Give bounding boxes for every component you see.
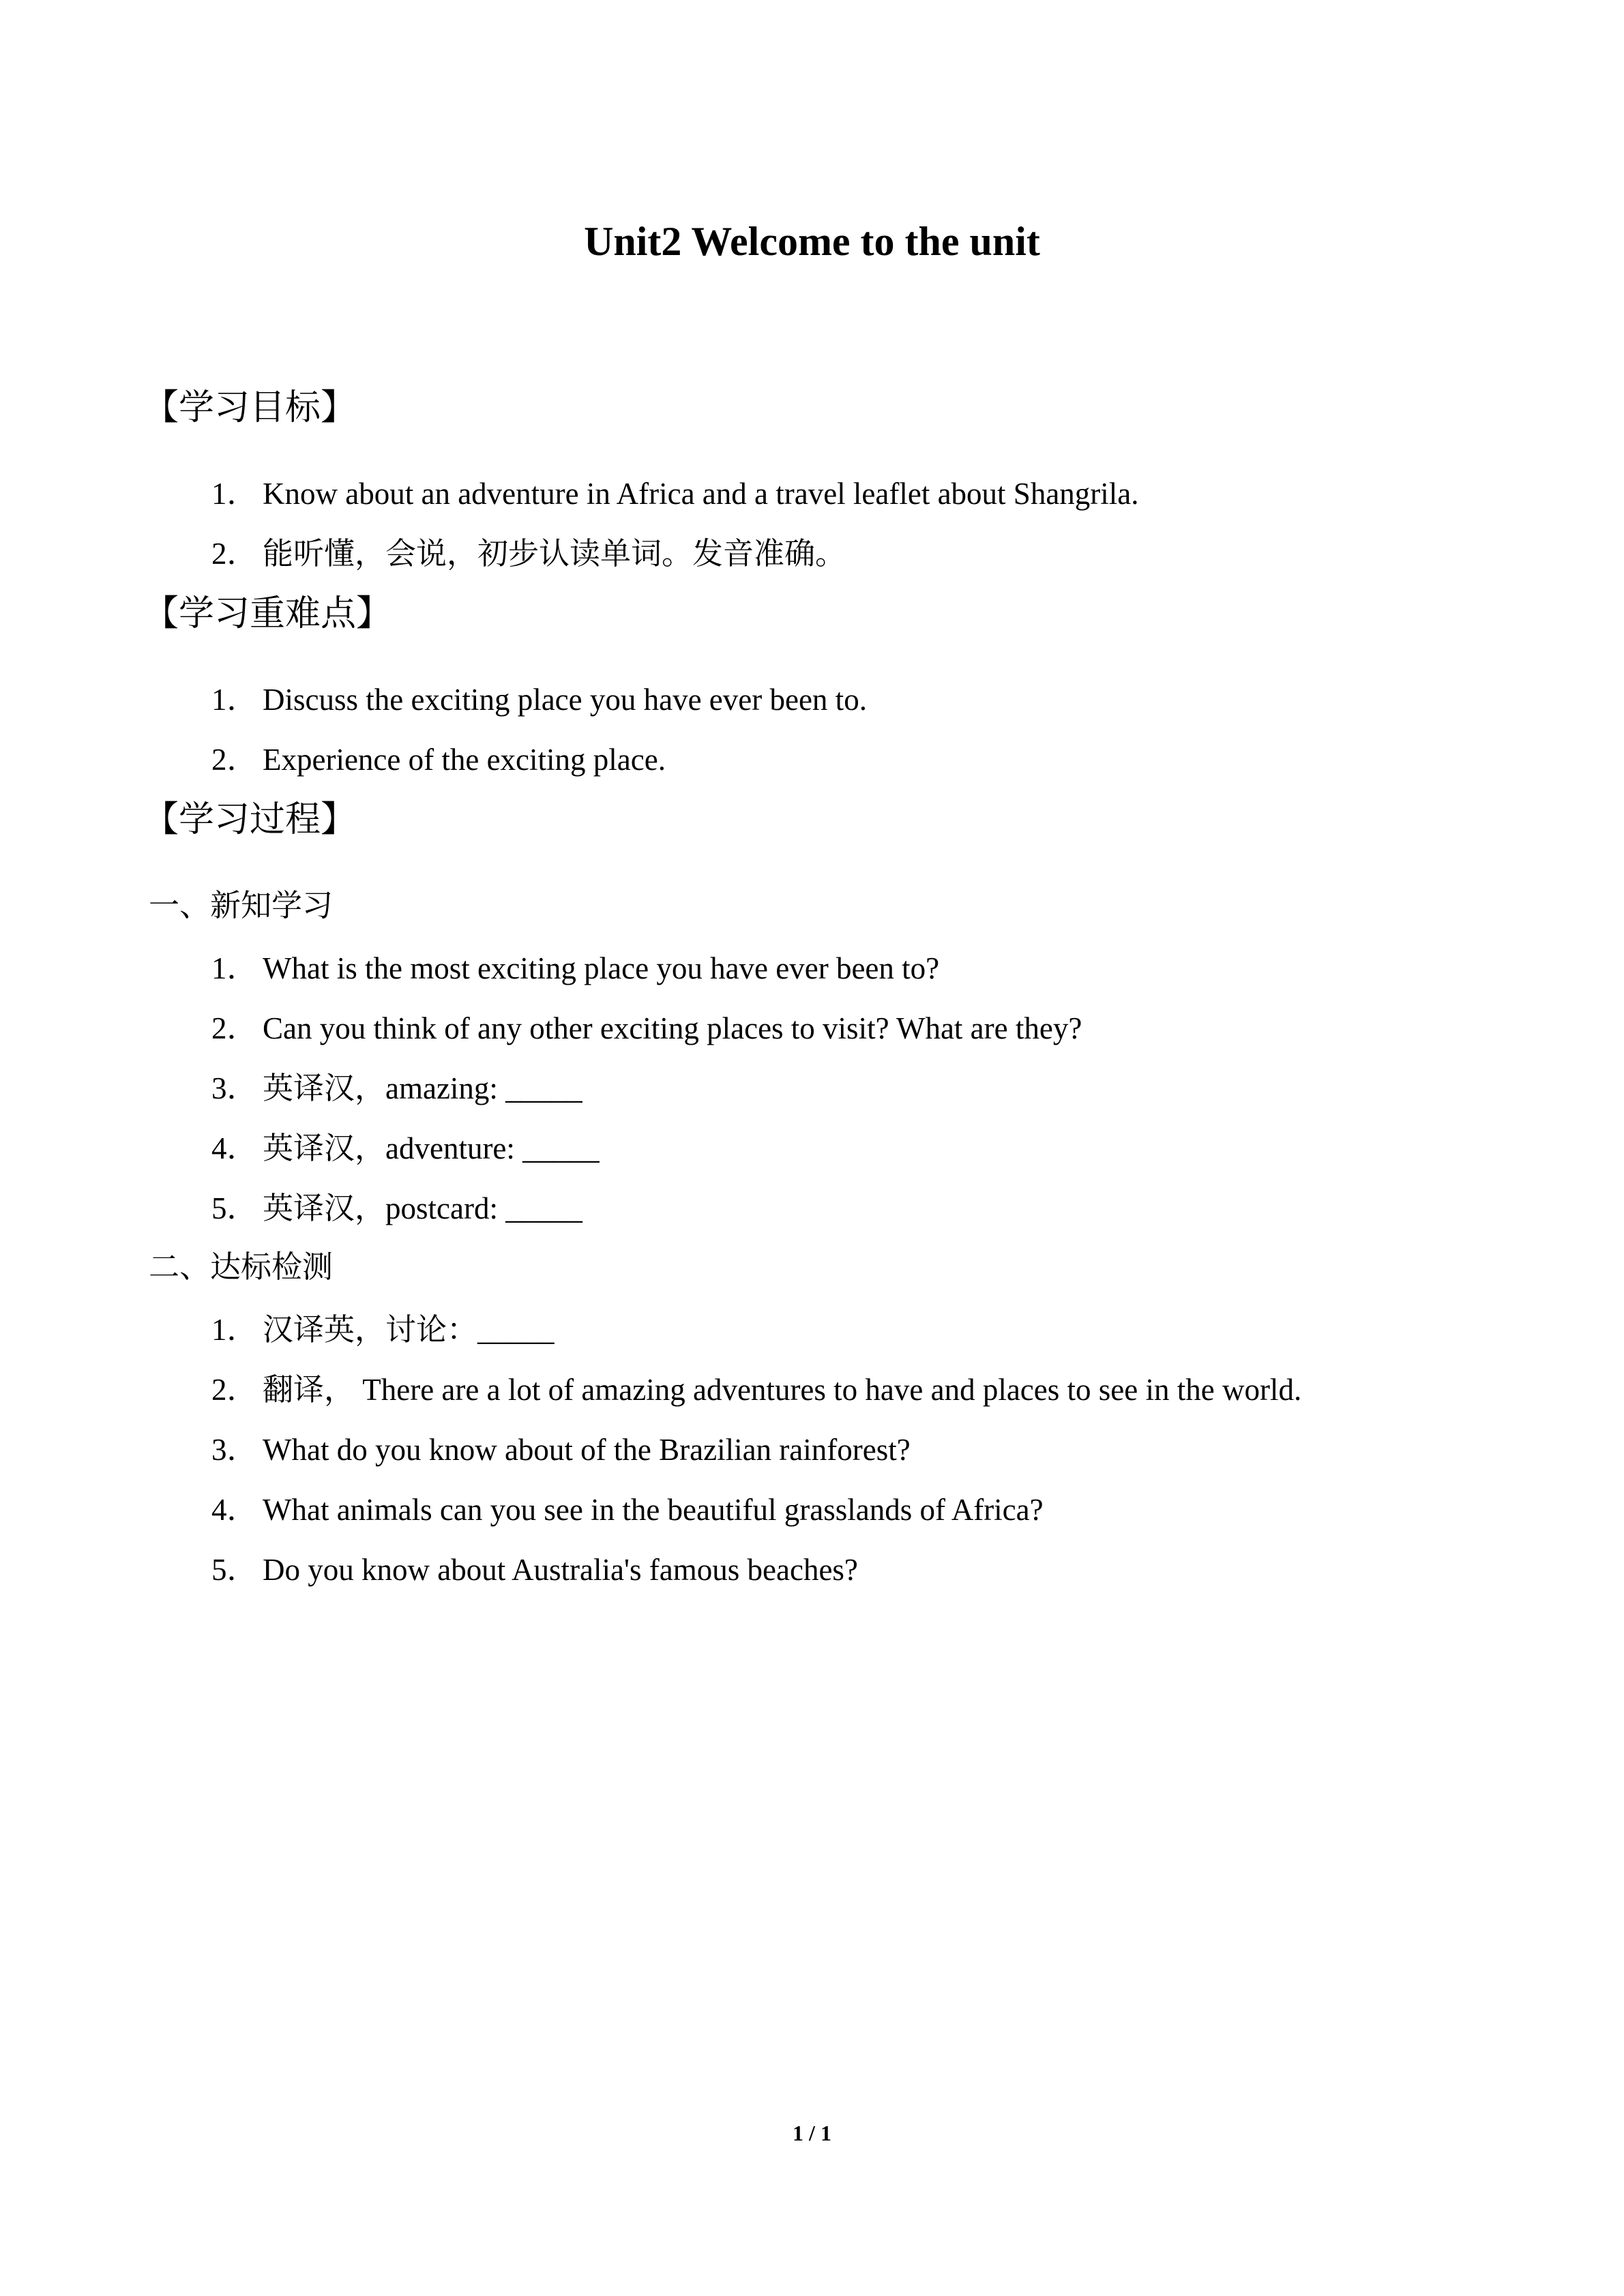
- item-text: What animals can you see in the beautiful grasslands of Africa?: [263, 1493, 1044, 1527]
- item-text: 英译汉，postcard: _____: [263, 1191, 582, 1225]
- list-item: [211, 1129, 600, 1167]
- item-text: Know about an adventure in Africa and a travel leaflet about Shangrila.: [263, 477, 1139, 511]
- item-text: Discuss the exciting place you have ever been to.: [263, 683, 867, 717]
- list-item: [211, 1069, 582, 1107]
- list-item: [211, 681, 867, 719]
- item-number: 2．: [211, 1011, 258, 1045]
- list-item: [211, 1491, 1044, 1529]
- item-number: 5．: [211, 1553, 258, 1587]
- item-number: 1．: [211, 951, 258, 985]
- list-item: [211, 535, 846, 573]
- sub-heading-assessment: 二、达标检测: [149, 1250, 334, 1284]
- item-number: 5．: [211, 1191, 258, 1225]
- item-number: 4．: [211, 1493, 258, 1527]
- list-item: [211, 1431, 911, 1469]
- item-number: 2．: [211, 537, 258, 571]
- page-title: Unit2 Welcome to the unit: [584, 219, 1040, 264]
- list-item: [211, 1371, 1301, 1409]
- item-text: 英译汉，adventure: _____: [263, 1131, 600, 1165]
- item-text: What is the most exciting place you have ever been to?: [263, 951, 940, 985]
- item-number: 4．: [211, 1131, 258, 1165]
- list-item: [211, 1551, 858, 1589]
- list-item: [211, 741, 666, 779]
- item-number: 3．: [211, 1433, 258, 1467]
- item-text: 汉译英，讨论：_____: [263, 1313, 555, 1347]
- section-heading-process: 【学习过程】: [143, 799, 357, 840]
- list-item: [211, 1311, 555, 1349]
- page-number: 1 / 1: [793, 2121, 831, 2145]
- item-text: 能听懂，会说，初步认读单词。发音准确。: [263, 537, 846, 571]
- item-number: 3．: [211, 1071, 258, 1105]
- list-item: [211, 949, 939, 987]
- item-text: 英译汉，amazing: _____: [263, 1071, 582, 1105]
- item-number: 1．: [211, 683, 258, 717]
- list-item: [211, 475, 1139, 513]
- item-text: Do you know about Australia's famous beaches?: [263, 1553, 858, 1587]
- item-number: 1．: [211, 477, 258, 511]
- item-text: What do you know about of the Brazilian rainforest?: [263, 1433, 911, 1467]
- item-text: 翻译， There are a lot of amazing adventures to have and places to see in the world.: [263, 1373, 1302, 1407]
- sub-heading-new-knowledge: 一、新知学习: [149, 889, 334, 923]
- item-number: 2．: [211, 1373, 258, 1407]
- item-text: Experience of the exciting place.: [263, 743, 666, 777]
- section-heading-objectives: 【学习目标】: [143, 387, 357, 428]
- section-heading-key-points: 【学习重难点】: [143, 593, 392, 634]
- item-number: 2．: [211, 743, 258, 777]
- list-item: [211, 1189, 582, 1227]
- item-number: 1．: [211, 1313, 258, 1347]
- item-text: Can you think of any other exciting places to visit? What are they?: [263, 1011, 1082, 1045]
- list-item: [211, 1009, 1082, 1047]
